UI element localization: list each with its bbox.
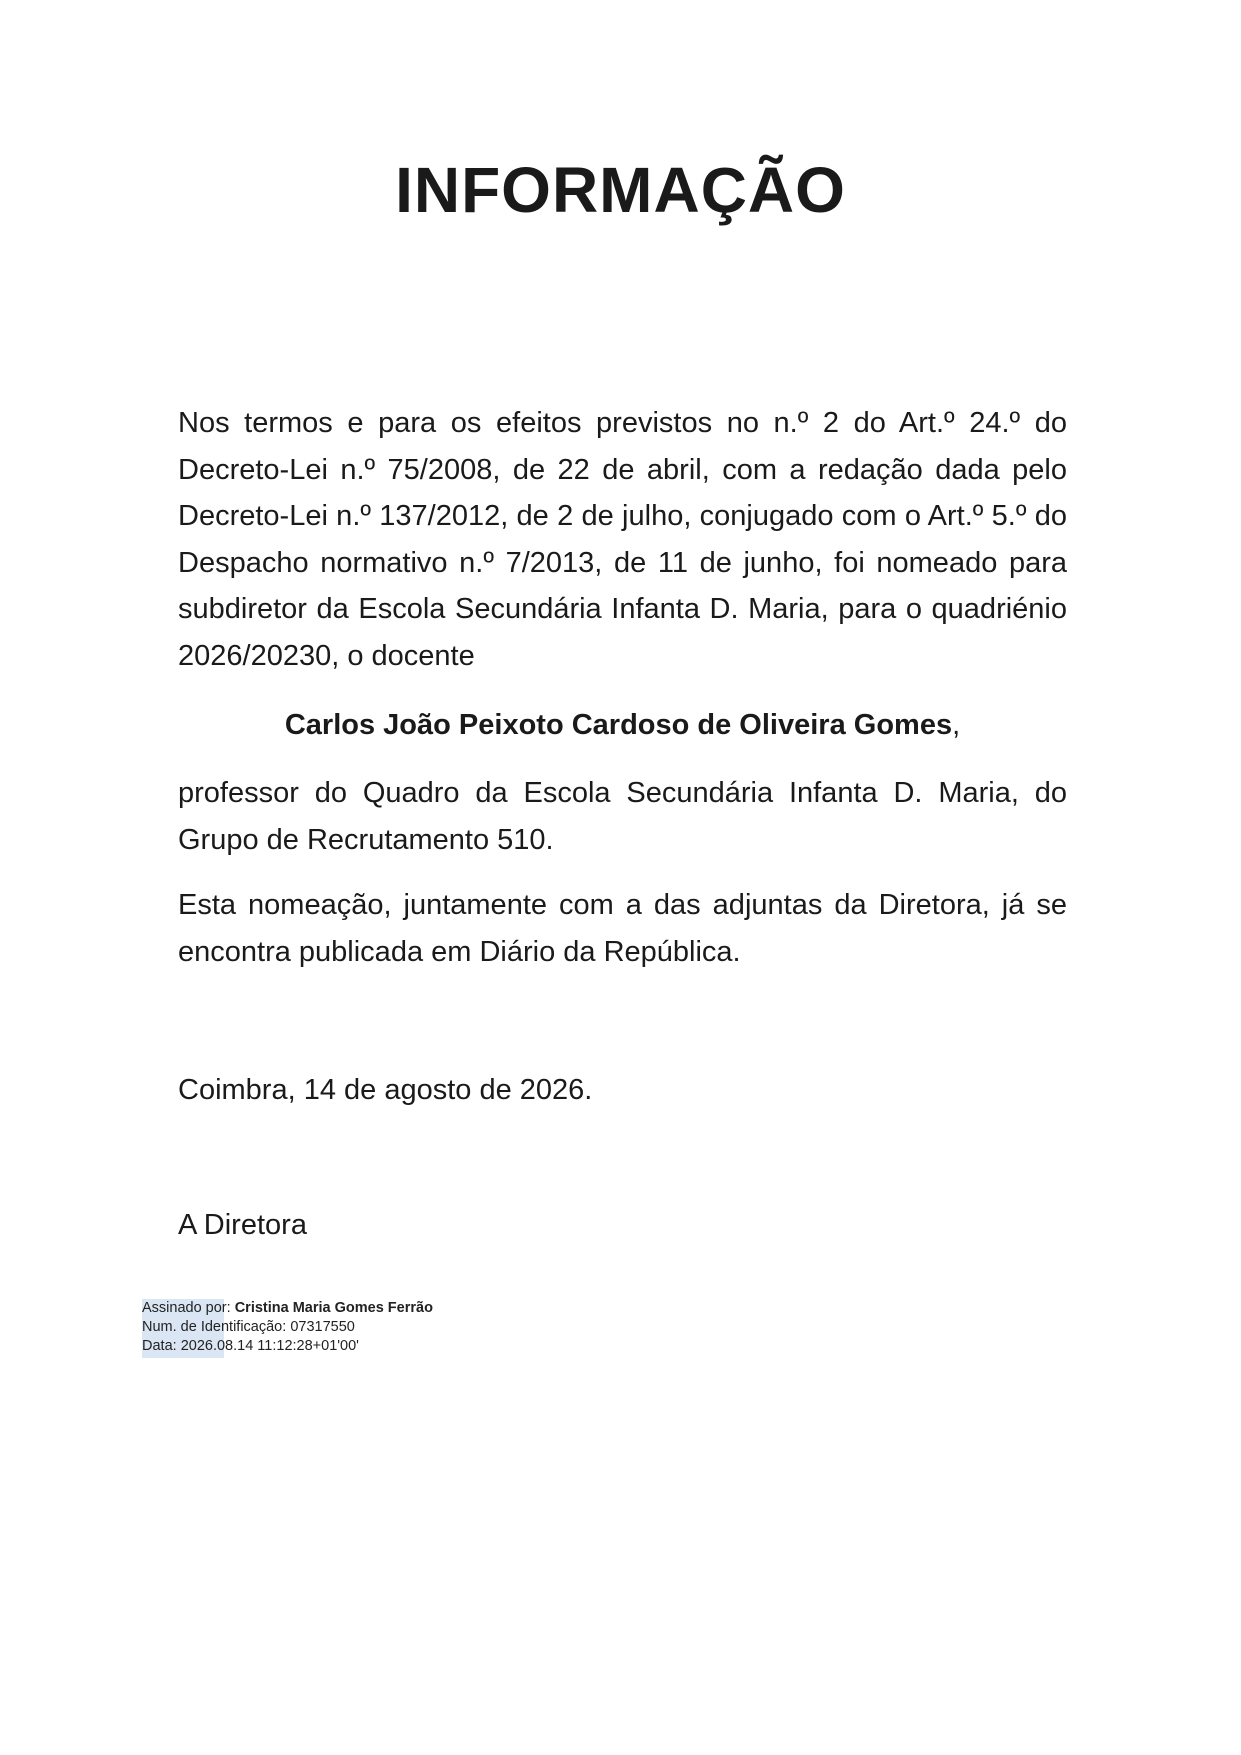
appointee-line	[178, 702, 1067, 749]
signature-signer-name: Cristina Maria Gomes Ferrão	[234, 1300, 433, 1316]
signature-id-row	[142, 1318, 433, 1337]
place-date: Coimbra, 14 de agosto de 2026.	[178, 1074, 593, 1106]
digital-signature-block[interactable]	[142, 1299, 433, 1356]
signature-date-value: 2026.08.14 11:12:28+01'00'	[180, 1338, 359, 1354]
signer-role: A Diretora	[178, 1209, 307, 1241]
signature-signed-by-label: Assinado por:	[142, 1300, 231, 1316]
signature-signed-by-row	[142, 1299, 433, 1318]
document-title: INFORMAÇÃO	[395, 154, 846, 226]
appointee-suffix: ,	[952, 709, 961, 741]
signature-id-label: Num. de Identificação:	[142, 1319, 287, 1335]
signature-date-label: Data:	[142, 1338, 177, 1354]
paragraph-teacher-info: professor do Quadro da Escola Secundária Infanta D. Maria, do Grupo de Recrutamento 510.	[178, 777, 1067, 856]
appointee-name: Carlos João Peixoto Cardoso de Oliveira Gomes	[284, 709, 953, 741]
paragraph-appointment: Nos termos e para os efeitos previstos no n.º 2 do Art.º 24.º do Decreto-Lei n.º 75/2008, de 22 de abril, com a redação dada pelo Decreto-Lei n.º 137/2012, de 2 de julho, conjugado com o Art.º 5.º do Despacho normativo n.º 7/2013, de 11 de junho, foi nomeado para subdiretor da Escola Secundária Infanta D. Maria, para o quadriénio 2026/20230, o docente	[178, 407, 1067, 672]
signature-date-row	[142, 1337, 433, 1356]
paragraph-publication: Esta nomeação, juntamente com a das adjuntas da Diretora, já se encontra publicada em Diário da República.	[178, 889, 1067, 968]
signature-id-value: 07317550	[290, 1319, 355, 1335]
